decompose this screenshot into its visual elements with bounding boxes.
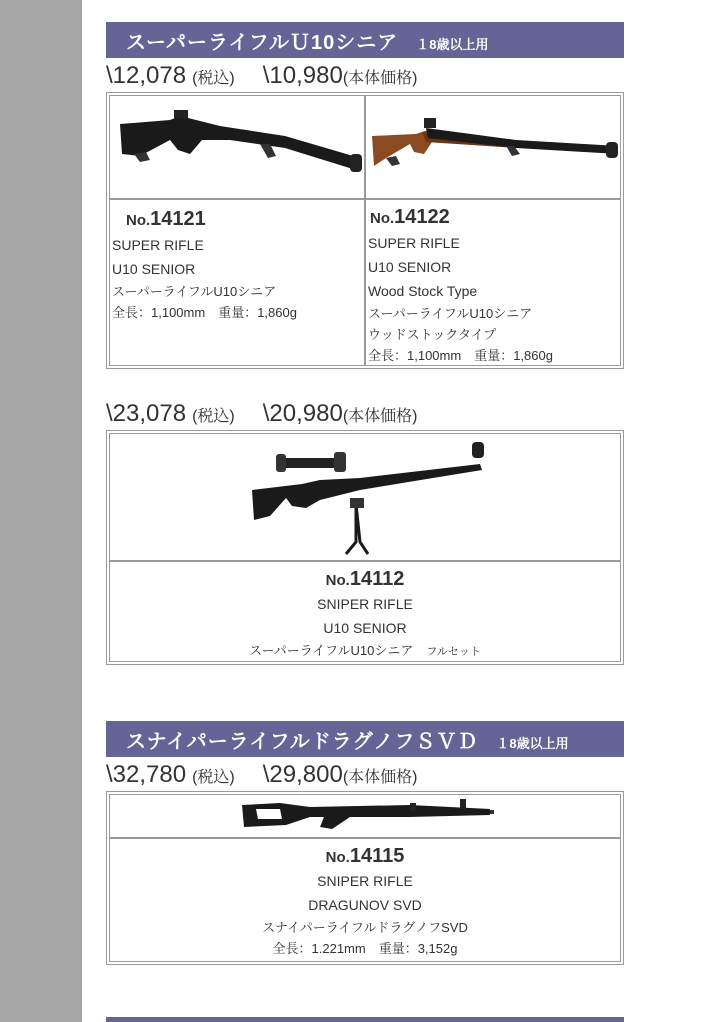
section-title: スナイパーライフルドラグノフＳＶＤ bbox=[126, 730, 479, 753]
price-line bbox=[106, 400, 418, 428]
product-specs: 全長：1,100mm 重量：1,860g bbox=[368, 348, 553, 363]
next-section-header bbox=[106, 1017, 624, 1022]
product-image-cell bbox=[365, 95, 621, 199]
product-number-value: 14112 bbox=[349, 568, 405, 590]
section-header-dragunov bbox=[106, 721, 624, 757]
product-name-jp: スーパーライフルU10シニア bbox=[249, 643, 414, 658]
dragunov-rifle-image bbox=[110, 795, 620, 837]
product-table-svd bbox=[106, 791, 624, 965]
number-prefix: No. bbox=[126, 212, 151, 229]
product-image-cell bbox=[109, 433, 621, 561]
product-table-u10 bbox=[106, 92, 624, 369]
product-variant-jp: ウッドストックタイプ bbox=[368, 327, 497, 342]
tax-label: (税込) bbox=[192, 408, 235, 425]
section-title: スーパーライフルＵ10シニア bbox=[126, 31, 399, 54]
number-prefix: No. bbox=[325, 849, 350, 866]
product-model-en: U10 SENIOR bbox=[368, 259, 452, 275]
tax-price: \32,780 bbox=[106, 761, 187, 788]
age-notice: １8歳以上用 bbox=[496, 735, 569, 751]
product-image-cell bbox=[109, 794, 621, 838]
base-price-label: (本体価格) bbox=[342, 408, 418, 425]
rifle-black-image bbox=[110, 96, 364, 198]
base-price-label: (本体価格) bbox=[342, 70, 418, 87]
product-name-en: SUPER RIFLE bbox=[368, 235, 460, 251]
product-name-en: SNIPER RIFLE bbox=[317, 873, 413, 889]
base-price: \10,980 bbox=[262, 62, 343, 89]
tax-price: \12,078 bbox=[106, 62, 187, 89]
product-specs: 全長：1,100mm 重量：1,860g bbox=[112, 305, 297, 320]
product-name-jp: スナイパーライフルドラグノフSVD bbox=[262, 920, 468, 935]
product-info-14112 bbox=[109, 561, 621, 662]
price-line bbox=[106, 62, 418, 90]
base-price: \20,980 bbox=[262, 400, 343, 427]
product-number-value: 14122 bbox=[394, 206, 450, 228]
tax-label: (税込) bbox=[192, 70, 235, 87]
product-name-jp-line bbox=[110, 640, 620, 663]
product-set-label: フルセット bbox=[426, 646, 481, 658]
product-name-en: SNIPER RIFLE bbox=[317, 596, 413, 612]
sniper-rifle-image bbox=[110, 434, 620, 560]
age-notice: １8歳以上用 bbox=[416, 36, 489, 52]
product-name-jp: スーパーライフルU10シニア bbox=[368, 306, 533, 321]
product-number bbox=[126, 208, 364, 231]
product-variant-en: Wood Stock Type bbox=[368, 283, 478, 299]
tax-price: \23,078 bbox=[106, 400, 187, 427]
rifle-wood-stock-image bbox=[366, 96, 620, 198]
base-price-label: (本体価格) bbox=[342, 769, 418, 786]
product-specs: 全長：1.221mm 重量：3,152g bbox=[272, 941, 458, 956]
number-prefix: No. bbox=[370, 210, 395, 227]
product-number bbox=[370, 206, 620, 229]
product-number bbox=[110, 568, 620, 591]
product-image-cell bbox=[109, 95, 365, 199]
product-name-jp: スーパーライフルU10シニア bbox=[112, 284, 277, 299]
product-number bbox=[110, 845, 620, 868]
product-model-en: U10 SENIOR bbox=[112, 261, 196, 277]
base-price: \29,800 bbox=[262, 761, 343, 788]
section-header-u10-senior bbox=[106, 22, 624, 58]
product-info-14121 bbox=[109, 199, 365, 366]
product-number-value: 14115 bbox=[349, 845, 405, 867]
left-sidebar bbox=[0, 0, 82, 1022]
price-line bbox=[106, 761, 418, 789]
product-model-en: DRAGUNOV SVD bbox=[308, 897, 422, 913]
product-model-en: U10 SENIOR bbox=[323, 620, 407, 636]
tax-label: (税込) bbox=[192, 769, 235, 786]
product-name-en: SUPER RIFLE bbox=[112, 237, 204, 253]
number-prefix: No. bbox=[325, 572, 350, 589]
product-number-value: 14121 bbox=[150, 208, 206, 230]
product-info-14122 bbox=[365, 199, 621, 366]
product-table-sniper bbox=[106, 430, 624, 665]
product-info-14115 bbox=[109, 838, 621, 962]
